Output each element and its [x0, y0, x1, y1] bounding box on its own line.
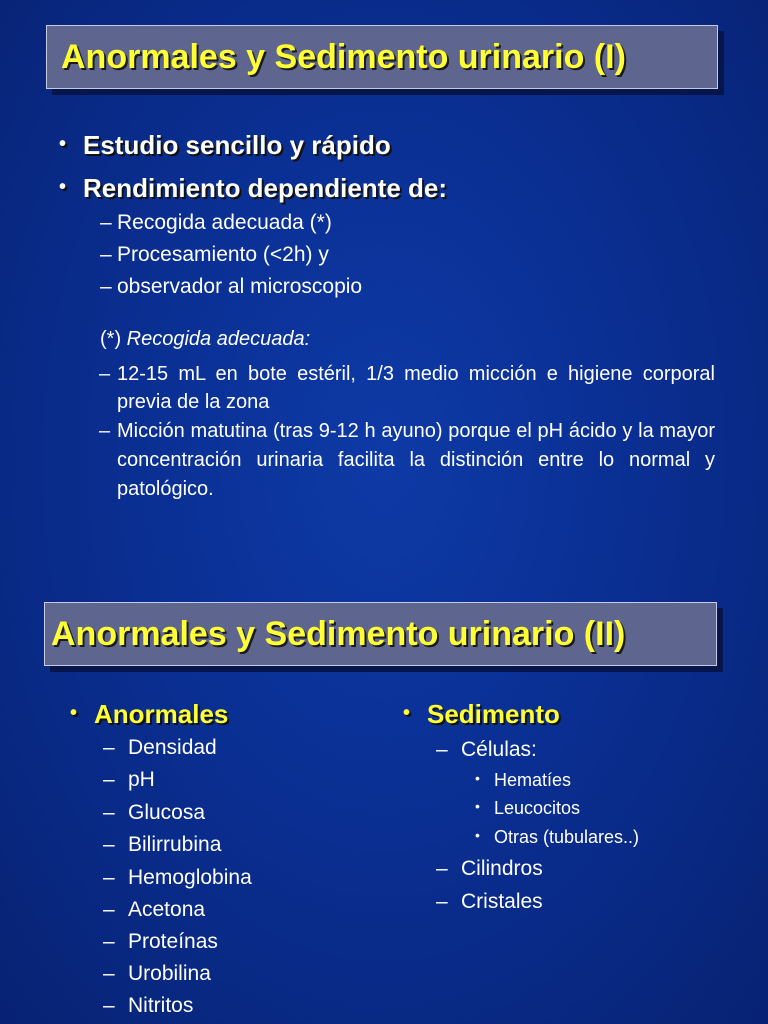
list-item-text: Acetona	[128, 898, 206, 921]
note-item	[99, 417, 715, 504]
right-heading-text: Sedimento	[427, 699, 560, 729]
bullet-icon: •	[70, 702, 78, 724]
sub-item	[100, 211, 332, 235]
dash-icon: –	[436, 890, 448, 913]
bullet-text: Rendimiento dependiente de:	[83, 173, 448, 203]
list-item	[103, 866, 252, 890]
list-item	[436, 738, 537, 762]
dash-icon: –	[100, 211, 112, 234]
sub-item	[100, 243, 329, 267]
bullet-icon: •	[59, 176, 67, 198]
slide-1-title: Anormales y Sedimento urinario (I)	[46, 25, 718, 89]
dash-icon: –	[99, 363, 111, 385]
left-heading	[70, 699, 229, 730]
list-item	[103, 930, 218, 954]
dash-icon: –	[99, 420, 111, 442]
dash-icon: –	[103, 736, 115, 759]
dash-icon: –	[100, 275, 112, 298]
list-item	[436, 890, 543, 914]
sub-item-text: Recogida adecuada (*)	[117, 211, 332, 234]
list-item	[103, 801, 206, 825]
bullet-item	[59, 173, 448, 204]
sub-list-item	[475, 798, 581, 819]
list-item	[103, 768, 155, 792]
sub-item-text: Procesamiento (<2h) y	[117, 243, 329, 266]
note-item-text: 12-15 mL en bote estéril, 1/3 medio micción e higiene corporal previa de la zona	[117, 363, 715, 413]
dash-icon: –	[436, 738, 448, 761]
sub-item	[100, 275, 363, 299]
list-item-text: Nitritos	[128, 994, 194, 1017]
bullet-icon: •	[403, 702, 411, 724]
bullet-icon: •	[475, 827, 480, 843]
sub-item-text: observador al microscopio	[117, 275, 363, 298]
list-item-text: Células:	[461, 738, 537, 761]
list-item	[103, 898, 206, 922]
dash-icon: –	[103, 801, 115, 824]
sub-list-item	[475, 770, 572, 791]
dash-icon: –	[103, 866, 115, 889]
list-item-text: Cilindros	[461, 857, 543, 880]
list-item-text: Glucosa	[128, 801, 206, 824]
dash-icon: –	[103, 833, 115, 856]
sub-list-item	[475, 827, 640, 848]
list-item	[103, 833, 222, 857]
right-heading	[403, 699, 560, 730]
left-heading-text: Anormales	[94, 699, 229, 729]
list-item	[103, 736, 217, 760]
bullet-icon: •	[475, 770, 480, 786]
note-item-text: Micción matutina (tras 9-12 h ayuno) porque el pH ácido y la mayor concentración urinaria facilita la distinción entre lo normal y patológico.	[117, 420, 715, 500]
list-item	[436, 857, 543, 881]
list-item	[103, 962, 211, 986]
bullet-icon: •	[475, 798, 480, 814]
list-item-text: Cristales	[461, 890, 543, 913]
list-item-text: Bilirrubina	[128, 833, 222, 856]
slide-2	[0, 512, 768, 1024]
list-item-text: Hemoglobina	[128, 866, 252, 889]
bullet-text: Estudio sencillo y rápido	[83, 130, 391, 160]
list-item-text: pH	[128, 768, 155, 791]
list-item	[103, 994, 194, 1018]
sub-list-item-text: Hematíes	[494, 770, 572, 790]
dash-icon: –	[103, 898, 115, 921]
bullet-item	[59, 130, 391, 161]
bullet-icon: •	[59, 133, 67, 155]
note-item	[99, 360, 715, 416]
note-heading	[100, 328, 310, 351]
dash-icon: –	[103, 962, 115, 985]
sub-list-item-text: Otras (tubulares..)	[494, 827, 640, 847]
list-item-text: Urobilina	[128, 962, 211, 985]
dash-icon: –	[100, 243, 112, 266]
dash-icon: –	[436, 857, 448, 880]
note-marker: (*)	[100, 328, 127, 350]
slide-2-title: Anormales y Sedimento urinario (II)	[44, 602, 717, 666]
note-title: Recogida adecuada:	[126, 328, 311, 350]
dash-icon: –	[103, 768, 115, 791]
sub-list-item-text: Leucocitos	[494, 798, 581, 818]
dash-icon: –	[103, 930, 115, 953]
dash-icon: –	[103, 994, 115, 1017]
list-item-text: Proteínas	[128, 930, 218, 953]
list-item-text: Densidad	[128, 736, 217, 759]
